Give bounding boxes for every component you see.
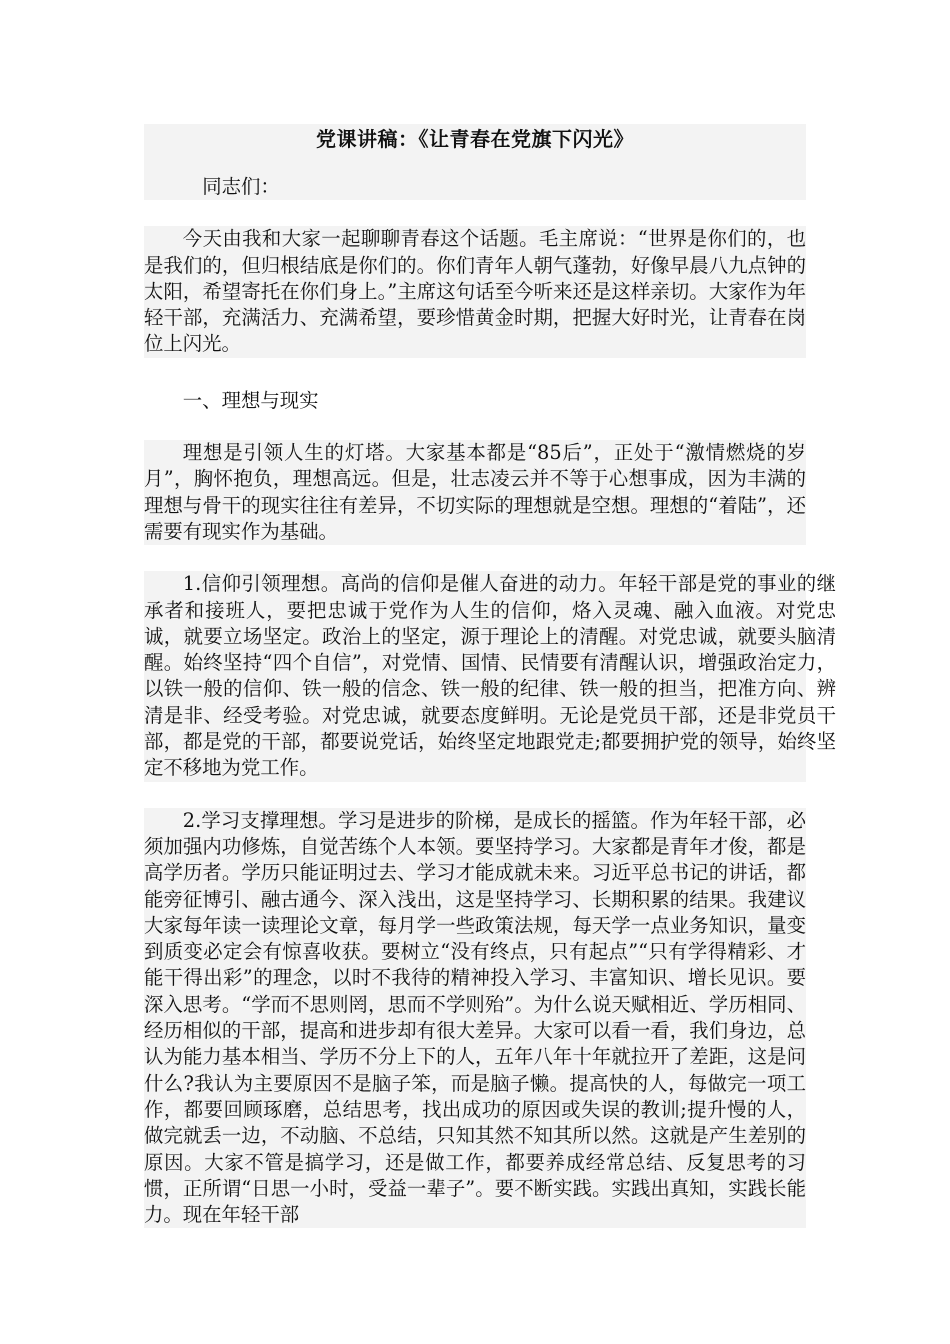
paragraph-learning: 2.学习支撑理想。学习是进步的阶梯，是成长的摇篮。作为年轻干部，必须加强内功修炼，自觉苦练个人本领。要坚持学习。大家都是青年才俊，都是高学历者。学历只能证明过去、学习才能成就未来。习近平总书记的讲话，都能旁征博引、融古通今、深入浅出，这是坚持学习、长期积累的结果。我建议大家每年读一读理论文章，每月学一些政策法规，每天学一点业务知识，量变到质变必定会有惊喜收获。要树立“没有终点，只有起点”“只有学得精彩、才能干得出彩”的理念，以时不我待的精神投入学习、丰富知识、增长见识。要深入思考。“学而不思则罔，思而不学则殆”。为什么说天赋相近、学历相同、经历相似的干部，提高和进步却有很大差异。大家可以看一看，我们身边，总认为能力基本相当、学历不分上下的人，五年八年十年就拉开了差距，这是问什么?我认为主要原因不是脑子笨，而是脑子懒。提高快的人，每做完一项工作，都要回顾琢磨，总结思考，找出成功的原因或失误的教训;提升慢的人，做完就丢一边，不动脑、不总结，只知其然不知其所以然。这就是产生差别的原因。大家不管是搞学习，还是做工作，都要养成经常总结、反复思考的习惯，正所谓“日思一小时，受益一辈子”。要不断实践。实践出真知，实践长能力。现在年轻干部	[144, 808, 806, 1227]
spacer	[144, 414, 806, 440]
body-section-intro	[144, 226, 806, 357]
spacer	[144, 358, 806, 384]
paragraph-belief: 1.信仰引领理想。高尚的信仰是催人奋进的动力。年轻干部是党的事业的继承者和接班人，要把忠诚于党作为人生的信仰，烙入灵魂、融入血液。对党忠诚，就要立场坚定。政治上的坚定，源于理论上的清醒。对党忠诚，就要头脑清醒。始终坚持“四个自信”，对党情、国情、民情要有清醒认识，增强政治定力，以铁一般的信仰、铁一般的信念、铁一般的纪律、铁一般的担当，把准方向、辨清是非、经受考验。对党忠诚，就要态度鲜明。无论是党员干部，还是非党员干部，都是党的干部，都要说党话，始终坚定地跟党走;都要拥护党的领导，始终坚定不移地为党工作。	[144, 572, 836, 780]
document-title: 党课讲稿：《让青春在党旗下闪光》	[316, 127, 634, 151]
spacer	[144, 782, 806, 808]
paragraph-ideals: 理想是引领人生的灯塔。大家基本都是“85后”，正处于“激情燃烧的岁月”，胸怀抱负，理想高远。但是，壮志凌云并不等于心想事成，因为丰满的理想与骨干的现实往往有差异，不切实际的理想就是空想。理想的“着陆”，还需要有现实作为基础。	[144, 441, 806, 543]
greeting: 同志们：	[202, 175, 280, 198]
title-band	[144, 124, 806, 154]
heading-section	[144, 384, 806, 414]
section-heading: 一、理想与现实	[182, 388, 319, 412]
spacer	[144, 200, 806, 226]
document-page	[144, 124, 836, 1228]
body-section-ideals	[144, 440, 806, 545]
paragraph-intro: 今天由我和大家一起聊聊青春这个话题。毛主席说：“世界是你们的，也是我们的，但归根结底是你们的。你们青年人朝气蓬勃，好像早晨八九点钟的太阳，希望寄托在你们身上。”主席这句话至今听来还是这样亲切。大家作为年轻干部，充满活力、充满希望，要珍惜黄金时期，把握大好时光，让青春在岗位上闪光。	[144, 227, 806, 356]
body-section-learning	[144, 808, 806, 1229]
greeting-band	[144, 154, 806, 200]
spacer	[144, 545, 806, 571]
body-section-belief	[144, 571, 836, 781]
